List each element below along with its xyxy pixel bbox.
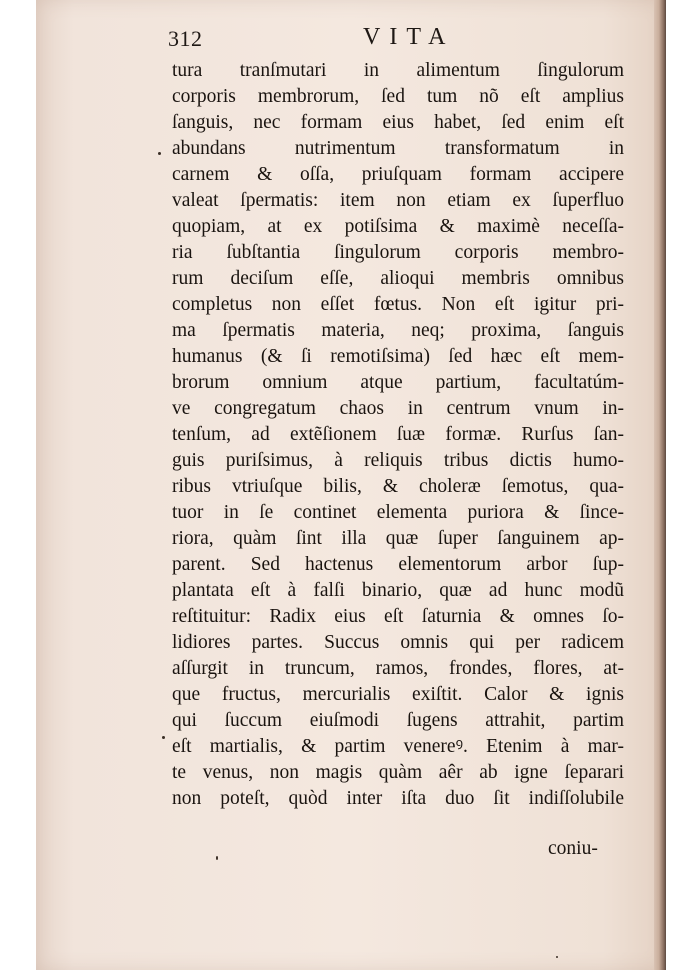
text-line: ma ſpermatis materia, neq; proxima, ſanguis (172, 320, 624, 341)
text-line: guis puriſsimus, à reliquis tribus dictis humo- (172, 450, 624, 471)
text-line: brorum omnium atque partium, facultatúm- (172, 372, 624, 393)
text-line: parent. Sed hactenus elementorum arbor ſup- (172, 554, 624, 575)
catchword: coniu- (548, 838, 598, 859)
text-line: ribus vtriuſque bilis, & choleræ ſemotus, qua- (172, 476, 624, 497)
text-line: corporis membrorum, ſed tum nõ eſt amplius (172, 86, 624, 107)
ink-speck (556, 956, 558, 958)
text-line: ſanguis, nec formam eius habet, ſed enim eſt (172, 112, 624, 133)
text-line: riora, quàm ſint illa quæ ſuper ſanguinem ap- (172, 528, 624, 549)
text-line: aſſurgit in truncum, ramos, frondes, flores, at- (172, 658, 624, 679)
text-line: lidiores partes. Succus omnis qui per radicem (172, 632, 624, 653)
running-head: VITA (363, 24, 455, 50)
text-line: que fructus, mercurialis exiſtit. Calor & ignis (172, 684, 624, 705)
text-line: quopiam, at ex potiſsima & maximè neceſſa- (172, 216, 624, 237)
text-line: qui ſuccum eiuſmodi ſugens attrahit, partim (172, 710, 624, 731)
text-line: completus non eſſet fœtus. Non eſt igitur pri- (172, 294, 624, 315)
ink-speck (216, 856, 218, 860)
text-line: ve congregatum chaos in centrum vnum in- (172, 398, 624, 419)
text-line: tenſum, ad extẽſionem ſuæ formæ. Rurſus ſan- (172, 424, 624, 445)
text-line: non poteſt, quòd inter iſta duo ſit indiſſolubile (172, 788, 624, 809)
text-line: reſtituitur: Radix eius eſt ſaturnia & omnes ſo- (172, 606, 624, 627)
text-line: te venus, non magis quàm aêr ab igne ſeparari (172, 762, 624, 783)
text-line: tuor in ſe continet elementa puriora & ſince- (172, 502, 624, 523)
ink-speck (158, 152, 161, 155)
text-line: carnem & oſſa, priuſquam formam accipere (172, 164, 624, 185)
text-line: tura tranſmutari in alimentum ſingulorum (172, 60, 624, 81)
page-gutter-edge (654, 0, 666, 970)
text-line: plantata eſt à falſi binario, quæ ad hunc modũ (172, 580, 624, 601)
body-text (172, 58, 624, 812)
text-line: rum deciſum eſſe, alioqui membris omnibus (172, 268, 624, 289)
page-header (168, 24, 458, 54)
text-line: abundans nutrimentum transformatum in (172, 138, 624, 159)
text-line: ria ſubſtantia ſingulorum corporis membro- (172, 242, 624, 263)
ink-speck (162, 736, 165, 739)
text-line: humanus (& ſi remotiſsima) ſed hæc eſt mem- (172, 346, 624, 367)
page-number: 312 (168, 26, 203, 51)
text-line: valeat ſpermatis: item non etiam ex ſuperfluo (172, 190, 624, 211)
text-line: eſt martialis, & partim venereꝰ. Etenim à mar- (172, 736, 624, 757)
